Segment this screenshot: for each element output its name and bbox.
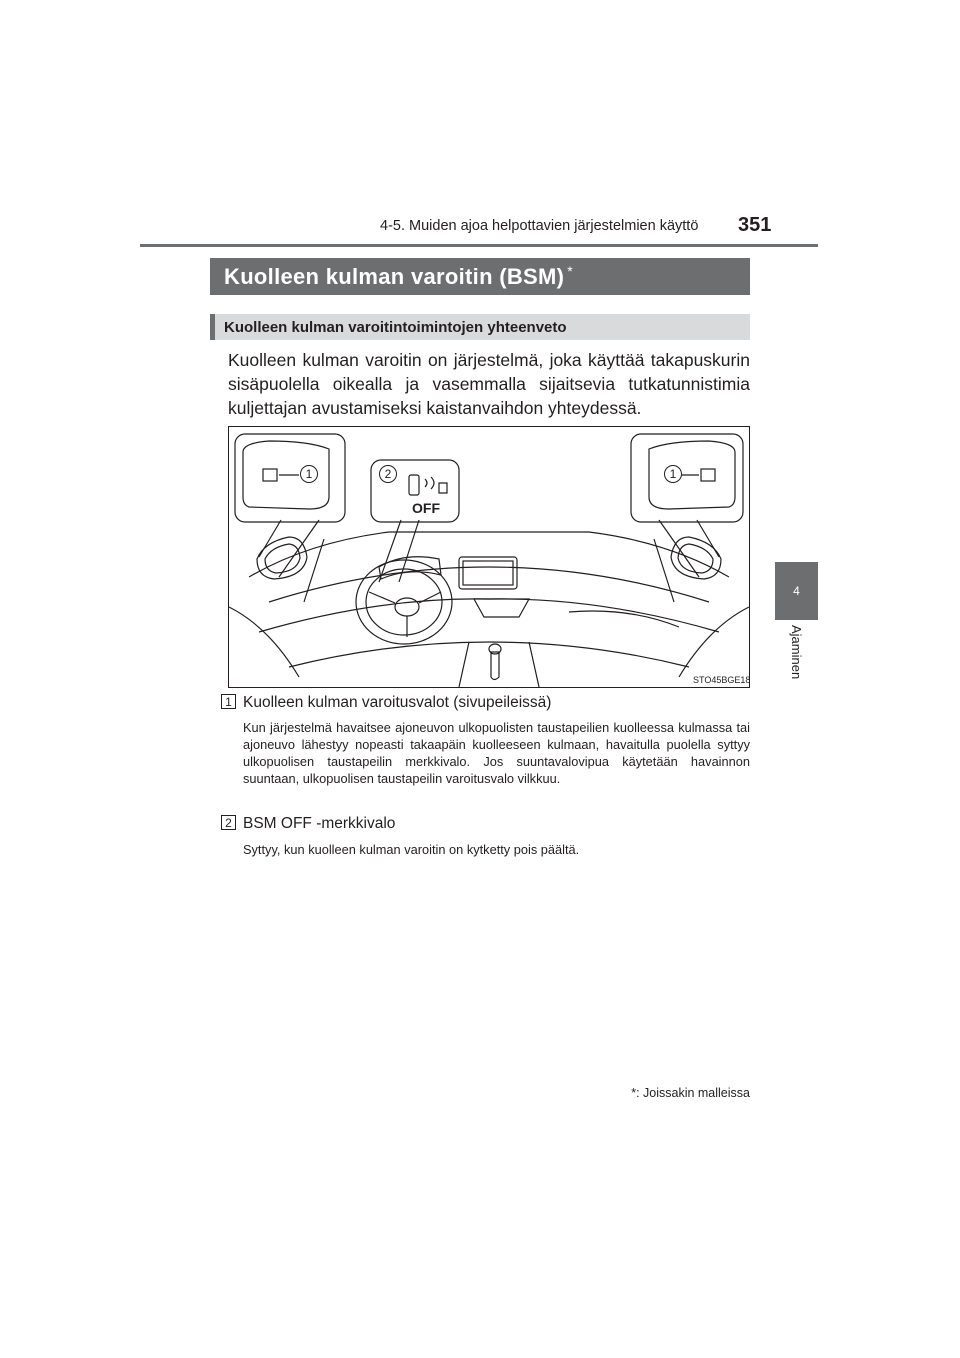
callout-1-right: 1 (664, 465, 682, 483)
footnote-text: : Joissakin malleissa (636, 1086, 750, 1100)
chapter-tab (775, 562, 818, 620)
intro-paragraph: Kuolleen kulman varoitin on järjestelmä, joka käyttää takapuskurin sisäpuolella oikealla ja vasemmalla sijaitsevia tutkatunnistimia kuljettajan avustamiseksi kaistanvaihdon yhteydessä. (228, 350, 750, 418)
steering-hub (395, 598, 419, 616)
center-screen (459, 557, 517, 589)
center-vents (474, 599, 529, 617)
bsm-off-label: OFF (412, 500, 440, 516)
item-1-description: Kun järjestelmä havaitsee ajoneuvon ulkopuolisten taustapeilien kuolleessa kulmassa tai ajoneuvo lähestyy nopeasti takaapäin kuolleeseen kulmaan, havaitulla puolella syttyy ulkopuolisen taustapeilin merkkivalo. Jos suuntavalovipua käytetään havainnon suuntaan, ulkopuolisen taustapeilin varoitusvalo vilkkuu. (243, 720, 750, 786)
item-1-number: 1 (221, 694, 236, 709)
page-number: 351 (738, 214, 772, 236)
section-path: 4-5. Muiden ajoa helpottavien järjestelmien käyttö (380, 218, 699, 234)
section-title: Kuolleen kulman varoitin (BSM) (224, 263, 565, 289)
footnote-marker: * (631, 1086, 637, 1100)
callout-2: 2 (379, 465, 397, 483)
chapter-number: 4 (793, 584, 800, 598)
chapter-name: Ajaminen (789, 625, 804, 680)
steering-wheel-inner (366, 569, 442, 635)
steering-spokes (369, 592, 441, 637)
item-2-number: 2 (221, 815, 236, 830)
dashboard-illustration (228, 426, 750, 688)
windshield-edge (249, 532, 729, 577)
glovebox-line (569, 611, 679, 627)
section-title-bar (210, 258, 750, 295)
title-asterisk: * (567, 262, 574, 279)
item-2-title: BSM OFF -merkkivalo (243, 815, 396, 832)
right-mirror-glass (678, 544, 713, 573)
center-screen-inner (463, 561, 513, 585)
subsection-title: Kuolleen kulman varoitintoimintojen yhteenveto (224, 318, 567, 336)
gear-lever (491, 652, 499, 680)
dashboard-lower (289, 642, 689, 667)
a-pillars (304, 539, 674, 602)
header-rule (140, 244, 818, 247)
figure-code: STO45BGE18 (693, 675, 751, 685)
chapter-label (775, 625, 818, 695)
left-mirror-glass (265, 544, 300, 573)
subsection-bar (210, 314, 750, 340)
callout-1-left: 1 (300, 465, 318, 483)
subsection-bar-edge (210, 314, 215, 340)
dashboard-mid (259, 599, 719, 632)
footnote (600, 1086, 750, 1100)
item-2-description: Syttyy, kun kuolleen kulman varoitin on kytketty pois päältä. (243, 842, 580, 857)
item-1-title: Kuolleen kulman varoitusvalot (sivupeileissä) (243, 694, 552, 711)
